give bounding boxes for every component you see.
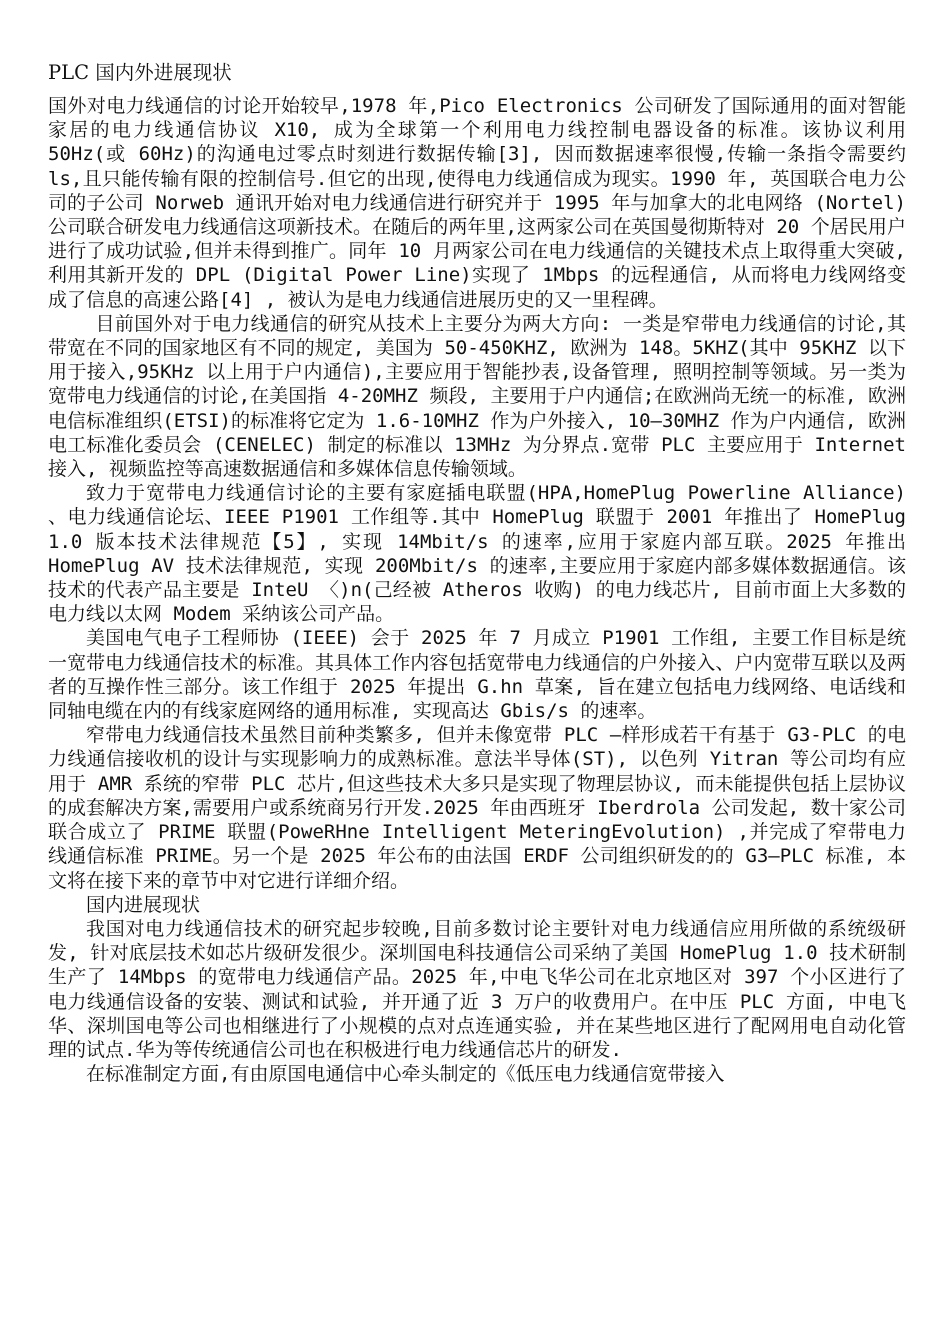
paragraph-directions: 目前国外对于电力线通信的研究从技术上主要分为两大方向: 一类是窄带电力线通信的讨论,其带宽在不同的国家地区有不同的规定, 美国为 50-450KHZ, 欧洲为 148。5KHZ(其中 95KHZ 以下用于接入,95KHz 以上用于户内通信),主要应用于智能抄表,设备管理, 照明控制等领域。另一类为宽带电力线通信的讨论,在美国指 4-20MHZ 频段, 主要用于户内通信;在欧洲尚无统一的标准, 欧洲电信标准组织(ETSI)的标准将它定为 1.6-10MHZ 作为户外接入, 10—30MHZ 作为户内通信, 欧洲电工标准化委员会 (CENELEC) 制定的标准以 13MHz 为分界点.宽带 PLC 主要应用于 Internet 接入, 视频监控等高速数据通信和多媒体信息传输领域。 — [48, 312, 906, 481]
paragraph-narrowband: 窄带电力线通信技术虽然目前种类繁多, 但并未像宽带 PLC —样形成若干有基于 G3-PLC 的电力线通信接收机的设计与实现影响力的成熟标准。意法半导体(ST), 以色列 Yitran 等公司均有应用于 AMR 系统的窄带 PLC 芯片,但这些技术大多只是实现了物理层协议, 而未能提供包括上层协议的成套解决方案,需要用户或系统商另行开发.2025 年由西班牙 Iberdrola 公司发起, 数十家公司联合成立了 PRIME 联盟(PoweRHne Intelligent MeteringEvolution) ,并完成了窄带电力线通信标准 PRIME。另一个是 2025 年公布的由法国 ERDF 公司组织研发的的 G3—PLC 标准, 本文将在接下来的章节中对它进行详细介绍。 — [48, 724, 906, 892]
paragraph-ieee: 美国电气电子工程师协 (IEEE) 会于 2025 年 7 月成立 P1901 工作组, 主要工作目标是统一宽带电力线通信技术的标准。其具体工作内容包括宽带电力线通信的户外接入、户内宽带互联以及两者的互操作性三部分。该工作组于 2025 年提出 G.hn 草案, 旨在建立包括电力线网络、电话线和同轴电缆在内的有线家庭网络的通用标准, 实现高达 Gbis/s 的速率。 — [48, 627, 906, 723]
paragraph-standards: 在标准制定方面,有由原国电通信中心牵头制定的《低压电力线通信宽带接入 — [86, 1063, 725, 1086]
section-subheading: 国内进展现状 — [86, 893, 201, 916]
paragraph-domestic: 我国对电力线通信技术的研究起步较晚,目前多数讨论主要针对电力线通信应用所做的系统级研发, 针对底层技术如芯片级研发很少。深圳国电科技通信公司采纳了美国 HomePlug 1.0 技术研制生产了 14Mbps 的宽带电力线通信产品。2025 年,中电飞华公司在北京地区对 397 个小区进行了电力线通信设备的安装、测试和试验, 并开通了近 3 万户的收费用户。在中压 PLC 方面, 中电飞华、深圳国电等公司也相继进行了小规模的点对点连通实验, 并在某些地区进行了配网用电自动化管理的试点.华为等传统通信公司也在积极进行电力线通信芯片的研发. — [48, 917, 906, 1061]
document-page — [48, 60, 906, 1086]
paragraph-intro: 国外对电力线通信的讨论开始较早,1978 年,Pico Electronics 公司研发了国际通用的面对智能家居的电力线通信协议 X10, 成为全球第一个利用电力线控制电器设备的标准。该协议利用 50Hz(或 60Hz)的沟通电过零点时刻进行数据传输[3], 因而数据速率很慢,传输一条指令需要约 ls,且只能传输有限的控制信号.但它的出现,使得电力线通信成为现实。1990 年, 英国联合电力公司的子公司 Norweb 通讯开始对电力线通信进行研究并于 1995 年与加拿大的北电网络 (Nortel) 公司联合研发电力线通信这项新技术。在随后的两年里,这两家公司在英国曼彻斯特对 20 个居民用户进行了成功试验,但并未得到推广。同年 10 月两家公司在电力线通信的关键技术点上取得重大突破, 利用其新开发的 DPL (Digital Power Line)实现了 1Mbps 的远程通信, 从而将电力线网络变成了信息的高速公路[4] , 被认为是电力线通信进展历史的又一里程碑。 — [48, 95, 906, 311]
document-title: PLC 国内外进展现状 — [48, 61, 232, 84]
paragraph-homeplug: 致力于宽带电力线通信讨论的主要有家庭插电联盟(HPA,HomePlug Powerline Alliance) 、电力线通信论坛、IEEE P1901 工作组等.其中 HomePlug 联盟于 2001 年推出了 HomePlug 1.0 版本技术法律规范【5】, 实现 14Mbit/s 的速率,应用于家庭内部互联。2025 年推出 HomePlug AV 技术法律规范, 实现 200Mbit/s 的速率,主要应用于家庭内部多媒体数据通信。该技术的代表产品主要是 InteU 〈)n(己经被 Atheros 收购) 的电力线芯片, 目前市面上大多数的电力线以太网 Modem 采纳该公司产品。 — [48, 482, 906, 626]
